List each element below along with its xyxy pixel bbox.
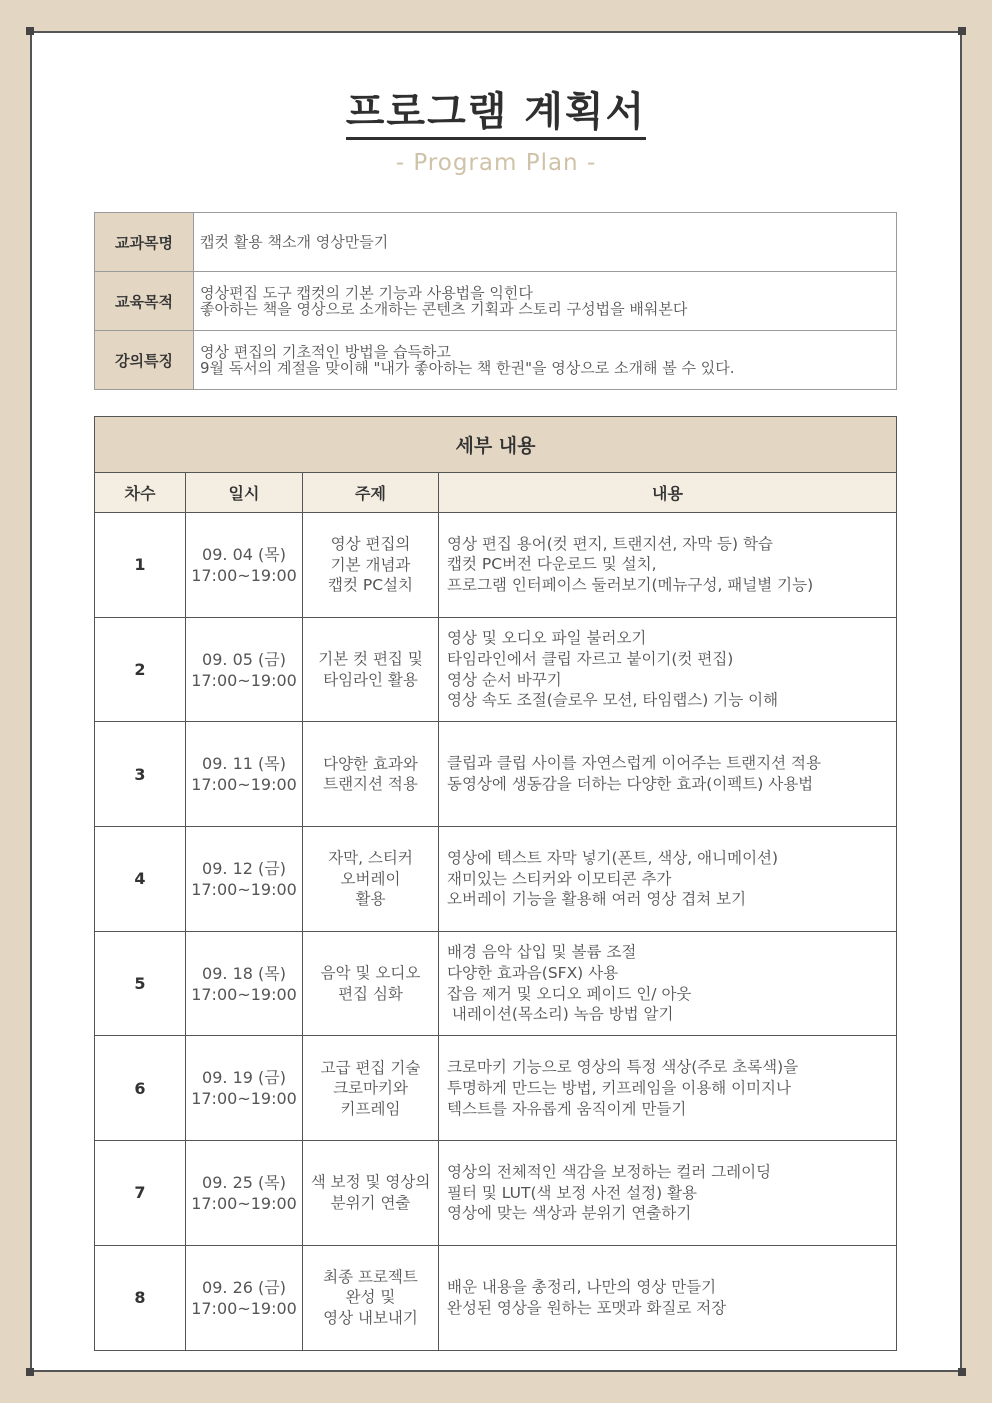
session-content-line: 영상에 텍스트 자막 넣기(폰트, 색상, 애니메이션) [447,848,779,867]
corner-mark [958,27,966,35]
session-time: 17:00~19:00 [191,879,297,899]
session-content-line: 영상에 맞는 색상과 분위기 연출하기 [447,1204,692,1223]
session-date: 09. 05 (금) [202,649,286,669]
table-row [95,931,897,1036]
session-date: 09. 18 (목) [202,963,286,983]
session-datetime [186,513,303,618]
session-content [439,1245,897,1350]
session-topic-line: 자막, 스티커 [328,849,413,868]
session-content [439,513,897,618]
column-header-session: 차수 [95,473,186,513]
session-content-line: 영상 편집 용어(컷 편지, 트랜지션, 자막 등) 학습 [447,534,773,553]
session-number: 7 [95,1141,186,1246]
corner-mark [26,27,34,35]
detail-schedule-table [94,416,897,1351]
session-date: 09. 26 (금) [202,1277,286,1297]
session-content-line: 프로그램 인터페이스 둘러보기(메뉴구성, 패널별 기능) [447,576,814,595]
session-content-line: 타임라인에서 클립 자르고 붙이기(컷 편집) [447,649,734,668]
session-topic [303,513,439,618]
info-value-line: 캡컷 활용 책소개 영상만들기 [200,233,389,251]
info-label: 강의특징 [95,331,194,390]
course-info-table [94,212,897,390]
column-header-topic: 주제 [303,473,439,513]
session-content [439,827,897,932]
corner-mark [958,1368,966,1376]
session-date: 09. 12 (금) [202,858,286,878]
session-content-line: 영상의 전체적인 색감을 보정하는 컬러 그레이딩 [447,1162,772,1181]
session-topic-line: 오버레이 [340,869,401,888]
session-number: 2 [95,617,186,722]
session-topic-line: 키프레임 [340,1099,401,1118]
session-number: 4 [95,827,186,932]
session-time: 17:00~19:00 [191,984,297,1004]
info-row [95,213,897,272]
info-label: 교육목적 [95,272,194,331]
info-row [95,331,897,390]
session-topic-line: 분위기 연출 [330,1193,411,1212]
session-content-line: 오버레이 기능을 활용해 여러 영상 겹쳐 보기 [447,890,747,909]
table-row [95,1141,897,1246]
session-topic-line: 캡컷 PC설치 [328,576,413,595]
session-topic-line: 편집 심화 [338,984,403,1003]
info-value-line: 좋아하는 책을 영상으로 소개하는 콘텐츠 기획과 스토리 구성법을 배워본다 [200,300,688,318]
session-content [439,931,897,1036]
session-time: 17:00~19:00 [191,1298,297,1318]
session-topic-line: 타임라인 활용 [323,670,418,689]
session-topic [303,617,439,722]
session-datetime [186,931,303,1036]
session-number: 5 [95,931,186,1036]
table-row [95,722,897,827]
session-content-line: 텍스트를 자유롭게 움직이게 만들기 [447,1099,687,1118]
session-topic [303,1036,439,1141]
table-row [95,513,897,618]
session-datetime [186,1245,303,1350]
session-topic [303,722,439,827]
session-time: 17:00~19:00 [191,1193,297,1213]
table-row [95,617,897,722]
session-content [439,1141,897,1246]
session-content-line: 클립과 클립 사이를 자연스럽게 이어주는 트랜지션 적용 [447,754,821,773]
session-topic [303,931,439,1036]
session-date: 09. 19 (금) [202,1068,286,1088]
session-topic-line: 기본 개념과 [330,555,411,574]
session-content-line: 배경 음악 삽입 및 볼륨 조절 [447,943,637,961]
session-content-line: 크로마키 기능으로 영상의 특정 색상(주로 초록색)을 [447,1058,799,1077]
session-content-line: 영상 순서 바꾸기 [447,670,562,689]
table-row [95,1036,897,1141]
session-datetime [186,827,303,932]
session-content-line: 영상 속도 조절(슬로우 모션, 타임랩스) 기능 이해 [447,691,779,710]
session-topic-line: 기본 컷 편집 및 [318,650,423,669]
session-topic-line: 영상 내보내기 [323,1308,418,1327]
session-content-line: 배운 내용을 총정리, 나만의 영상 만들기 [447,1277,717,1296]
page-title: 프로그램 계획서 [0,80,992,137]
info-value-line: 9월 독서의 계절을 맞이해 "내가 좋아하는 책 한권"을 영상으로 소개해 볼 수 있다. [200,359,735,377]
session-content-line: 캡컷 PC버전 다운로드 및 설치, [447,555,657,574]
info-label: 교과목명 [95,213,194,272]
column-header-content: 내용 [439,473,897,513]
session-datetime [186,1036,303,1141]
session-time: 17:00~19:00 [191,670,297,690]
detail-heading: 세부 내용 [95,417,897,473]
session-content [439,722,897,827]
session-content-line: 투명하게 만드는 방법, 키프레임을 이용해 이미지나 [447,1078,791,1097]
column-header-date: 일시 [186,473,303,513]
session-topic-line: 영상 편집의 [330,535,411,554]
session-datetime [186,1141,303,1246]
session-topic-line: 색 보정 및 영상의 [310,1173,431,1192]
session-topic-line: 활용 [355,890,386,909]
session-number: 1 [95,513,186,618]
table-row [95,1245,897,1350]
session-topic [303,1141,439,1246]
session-content-line: 영상 및 오디오 파일 불러오기 [447,628,647,647]
session-topic [303,827,439,932]
session-content [439,1036,897,1141]
session-date: 09. 04 (목) [202,544,286,564]
session-time: 17:00~19:00 [191,775,297,795]
session-content-line: 다양한 효과음(SFX) 사용 [447,963,619,982]
session-topic [303,1245,439,1350]
info-row [95,272,897,331]
session-content [439,617,897,722]
session-content-line: 재미있는 스티커와 이모티콘 추가 [447,869,672,888]
corner-mark [26,1368,34,1376]
info-value-line: 영상편집 도구 캡컷의 기본 기능과 사용법을 익힌다 [200,284,533,302]
table-row [95,827,897,932]
session-number: 3 [95,722,186,827]
session-topic-line: 고급 편집 기술 [320,1058,421,1077]
session-datetime [186,617,303,722]
info-value [194,272,897,331]
session-content-line: 동영상에 생동감을 더하는 다양한 효과(이펙트) 사용법 [447,775,814,794]
session-content-line: 필터 및 LUT(색 보정 사전 설정) 활용 [447,1183,698,1202]
session-time: 17:00~19:00 [191,1089,297,1109]
session-topic-line: 완성 및 [345,1288,396,1307]
session-topic-line: 크로마키와 [333,1079,408,1098]
session-number: 6 [95,1036,186,1141]
session-date: 09. 11 (목) [202,754,286,774]
session-topic-line: 최종 프로젝트 [323,1267,418,1286]
info-value [194,213,897,272]
session-content-line: 내레이션(목소리) 녹음 방법 알기 [447,1005,674,1024]
session-topic-line: 다양한 효과와 [323,754,418,773]
session-datetime [186,722,303,827]
session-number: 8 [95,1245,186,1350]
session-content-line: 잡음 제거 및 오디오 페이드 인/ 아웃 [447,984,692,1003]
info-value-line: 영상 편집의 기초적인 방법을 습득하고 [200,343,451,361]
page-subtitle: - Program Plan - [395,150,597,176]
session-content-line: 완성된 영상을 원하는 포맷과 화질로 저장 [447,1298,727,1317]
session-topic-line: 음악 및 오디오 [320,964,421,983]
session-time: 17:00~19:00 [191,565,297,585]
info-value [194,331,897,390]
session-date: 09. 25 (목) [202,1172,286,1192]
session-topic-line: 트랜지션 적용 [323,775,418,794]
